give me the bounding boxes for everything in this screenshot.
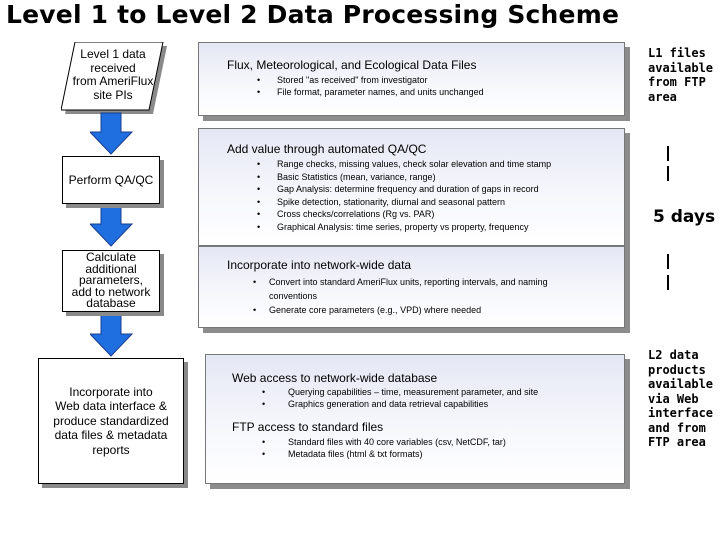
note-line: and from bbox=[648, 420, 706, 435]
panel-qaqc bbox=[198, 128, 625, 246]
bullet-list bbox=[262, 436, 506, 460]
note-line: from FTP bbox=[648, 75, 706, 89]
processing-time-label: 5 days bbox=[653, 207, 716, 227]
flow-text-line: database bbox=[86, 296, 136, 311]
flow-text-line: received bbox=[90, 60, 136, 75]
timeline-bar bbox=[667, 275, 669, 290]
bullet-list bbox=[253, 275, 548, 317]
flow-text-line: Calculate bbox=[85, 250, 137, 265]
note-line: area bbox=[648, 89, 677, 104]
list-item: • Generate core parameters (e.g., VPD) where needed bbox=[253, 303, 548, 317]
note-line: interface bbox=[648, 406, 714, 420]
list-item: • Convert into standard AmeriFlux units, reporting intervals, and naming bbox=[253, 275, 548, 289]
flow-text-line: additional bbox=[85, 261, 137, 276]
note-line: available bbox=[648, 377, 714, 391]
panel-network bbox=[198, 246, 625, 328]
flow-text-line: produce standardized bbox=[53, 413, 169, 428]
note-line: L1 files bbox=[648, 46, 706, 60]
flow-step-qaqc bbox=[62, 156, 160, 204]
flow-text-line: Perform QA/QC bbox=[68, 173, 154, 187]
panel-web-access bbox=[205, 354, 625, 484]
list-item: • Cross checks/correlations (Rg vs. PAR) bbox=[257, 208, 551, 221]
list-item: • Stored "as received" from investigator bbox=[257, 74, 484, 86]
flow-step-incorporate bbox=[38, 358, 184, 484]
flow-text-line: reports bbox=[92, 442, 130, 457]
flow-text-line: add to network bbox=[71, 284, 151, 299]
flow-text-line: from AmeriFlux bbox=[72, 74, 154, 88]
flow-text-line: site PIs bbox=[93, 87, 133, 102]
down-arrow-icon bbox=[90, 204, 134, 248]
down-arrow-icon bbox=[90, 112, 134, 156]
list-item-continuation: conventions bbox=[269, 291, 318, 301]
note-line: products bbox=[648, 362, 706, 377]
page-title: Level 1 to Level 2 Data Processing Scheme bbox=[6, 0, 620, 29]
flow-step-received bbox=[61, 42, 163, 110]
note-line: available bbox=[648, 60, 714, 75]
list-item: • File format, parameter names, and units unchanged bbox=[257, 86, 484, 98]
list-item: • Spike detection, stationarity, diurnal and seasonal pattern bbox=[257, 196, 551, 209]
list-item: • Standard files with 40 core variables (csv, NetCDF, tar) bbox=[262, 436, 506, 448]
panel-data-files bbox=[198, 42, 625, 116]
timeline-bar bbox=[667, 146, 669, 161]
l1-files-note bbox=[648, 46, 713, 104]
note-line: FTP area bbox=[648, 435, 706, 449]
down-arrow-icon bbox=[90, 314, 134, 358]
flow-text-line: Level 1 data bbox=[80, 47, 146, 61]
panel-subtitle: FTP access to standard files bbox=[232, 420, 384, 434]
list-item: • Metadata files (html & txt formats) bbox=[262, 448, 506, 460]
note-line: via Web bbox=[648, 391, 699, 406]
timeline-bar bbox=[667, 254, 669, 269]
bullet-list bbox=[262, 386, 538, 410]
panel-title: Incorporate into network-wide data bbox=[227, 258, 412, 272]
bullet-list bbox=[257, 158, 551, 234]
flow-text-line: data files & metadata bbox=[54, 428, 168, 443]
flow-step-calculate bbox=[62, 250, 160, 312]
list-item: • Graphics generation and data retrieval capabilities bbox=[262, 398, 538, 410]
flow-text-line: parameters, bbox=[78, 273, 144, 288]
timeline-bar bbox=[667, 166, 669, 181]
note-line: L2 data bbox=[648, 348, 699, 362]
list-item: • Basic Statistics (mean, variance, range) bbox=[257, 171, 551, 184]
list-item: • Querying capabilities – time, measurement parameter, and site bbox=[262, 386, 538, 398]
bullet-list bbox=[257, 74, 484, 98]
list-item: • Graphical Analysis: time series, property vs property, frequency bbox=[257, 221, 551, 234]
flow-step-received-text bbox=[71, 48, 155, 102]
panel-title: Flux, Meteorological, and Ecological Data Files bbox=[227, 58, 477, 72]
list-item: • Range checks, missing values, check solar elevation and time stamp bbox=[257, 158, 551, 171]
flow-text-line: Incorporate into bbox=[69, 384, 153, 399]
panel-title: Web access to network-wide database bbox=[232, 371, 438, 385]
flow-text-line: Web data interface & bbox=[55, 399, 167, 414]
list-item: • Gap Analysis: determine frequency and duration of gaps in record bbox=[257, 183, 551, 196]
l2-products-note bbox=[648, 348, 713, 450]
panel-title: Add value through automated QA/QC bbox=[227, 142, 427, 156]
